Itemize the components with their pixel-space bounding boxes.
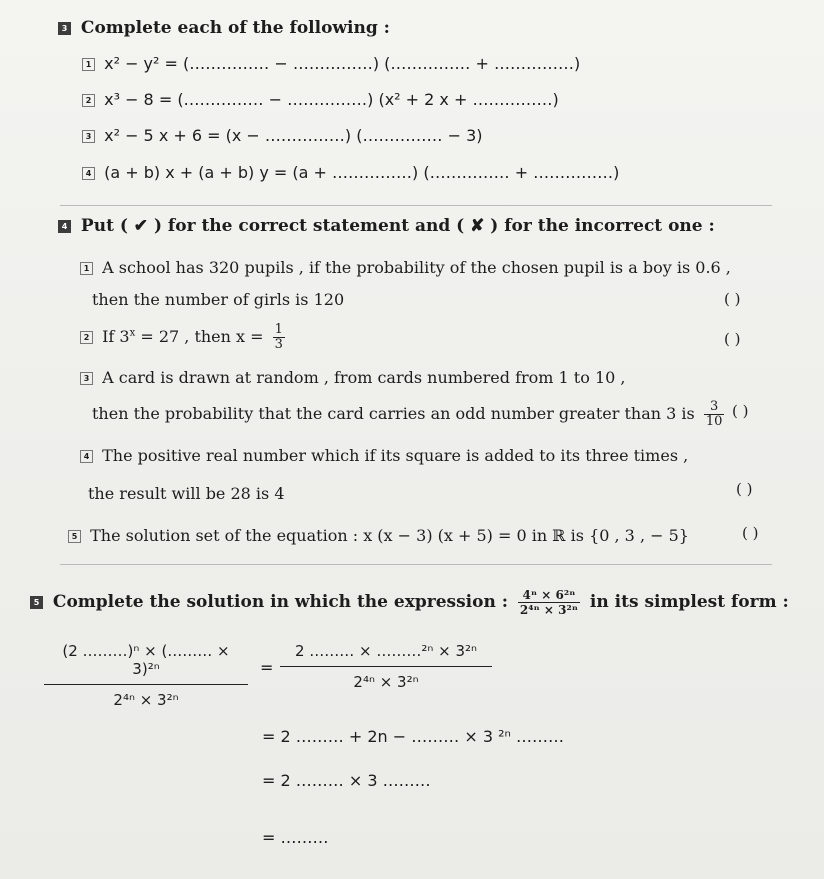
s4-item-2-exponent: x xyxy=(129,327,136,339)
s4-item-2 xyxy=(80,323,289,352)
step1-rhs-fraction xyxy=(280,640,492,691)
s3-item-4-number: 4 xyxy=(82,167,95,180)
section4-title: Put ( ✔ ) for the correct statement and ( ✘ ) for the incorrect one : xyxy=(80,216,715,236)
section5-heading xyxy=(30,588,789,617)
s4-item-3-frac-den: 10 xyxy=(705,414,723,429)
step4: = ……… xyxy=(262,828,329,847)
s4-item-2-pre: If 3 xyxy=(102,327,130,346)
s4-item-2-frac-den: 3 xyxy=(274,337,283,352)
s3-item-2-text: x³ − 8 = (…………… − ……………) (x² + 2 x + ……………) xyxy=(104,90,559,109)
section5-number: 5 xyxy=(30,596,43,609)
s3-item-2 xyxy=(82,90,559,109)
s4-item-4-line2: the result will be 28 is 4 xyxy=(88,484,285,503)
s4-item-5-text: The solution set of the equation : x (x − 3) (x + 5) = 0 in ℝ is {0 , 3 , − 5} xyxy=(90,526,689,545)
s3-item-3-number: 3 xyxy=(82,130,95,143)
s3-item-4 xyxy=(82,163,619,182)
s4-item-4 xyxy=(80,446,688,465)
answer-box-3[interactable]: ( ) xyxy=(732,402,749,420)
s3-item-1-number: 1 xyxy=(82,58,95,71)
s4-item-3-line2: then the probability that the card carries an odd number greater than 3 is xyxy=(92,404,695,423)
s4-item-1 xyxy=(80,258,731,277)
section4-number: 4 xyxy=(58,220,71,233)
step1-rhs-denominator: 2⁴ⁿ × 3²ⁿ xyxy=(353,673,419,691)
s4-item-2-post: = 27 , then x = xyxy=(135,327,264,346)
s4-item-2-frac-num: 1 xyxy=(274,322,283,337)
expression-numerator: 4ⁿ × 6²ⁿ xyxy=(518,588,580,603)
section5-expression xyxy=(518,588,580,617)
s3-item-3 xyxy=(82,126,482,145)
answer-box-5[interactable]: ( ) xyxy=(742,524,759,542)
step3: = 2 ……… × 3 ……… xyxy=(262,771,431,790)
answer-box-4[interactable]: ( ) xyxy=(736,480,753,498)
s3-item-2-number: 2 xyxy=(82,94,95,107)
divider xyxy=(60,564,772,565)
step1-lhs-denominator: 2⁴ⁿ × 3²ⁿ xyxy=(113,691,179,709)
s4-item-5-number: 5 xyxy=(68,530,81,543)
s3-item-4-text: (a + b) x + (a + b) y = (a + ……………) (…………… + ……………) xyxy=(104,163,620,182)
s4-item-5 xyxy=(68,526,689,545)
expression-denominator: 2⁴ⁿ × 3²ⁿ xyxy=(519,603,578,617)
s3-item-1-text: x² − y² = (…………… − ……………) (…………… + ……………) xyxy=(104,54,581,73)
divider xyxy=(60,205,772,206)
section3-number: 3 xyxy=(58,22,71,35)
s4-item-4-line1: The positive real number which if its square is added to its three times , xyxy=(102,446,689,465)
s3-item-1 xyxy=(82,54,580,73)
section5-title: Complete the solution in which the expression : xyxy=(52,592,508,612)
step2: = 2 ……… + 2n − ……… × 3 ²ⁿ ……… xyxy=(262,727,564,746)
equals-sign: = xyxy=(260,658,274,677)
s4-item-4-number: 4 xyxy=(80,450,93,463)
s4-item-1-line1: A school has 320 pupils , if the probability of the chosen pupil is a boy is 0.6 , xyxy=(102,258,731,277)
s4-item-1-line2: then the number of girls is 120 xyxy=(92,290,345,309)
s4-item-2-fraction xyxy=(273,323,285,352)
s4-item-3-second-line xyxy=(92,400,728,429)
s3-item-3-text: x² − 5 x + 6 = (x − ……………) (…………… − 3) xyxy=(104,126,483,145)
section3-title: Complete each of the following : xyxy=(80,18,390,38)
s4-item-3-fraction xyxy=(704,400,725,429)
s4-item-2-number: 2 xyxy=(80,331,93,344)
step1-lhs-fraction xyxy=(44,640,248,709)
step1-lhs-numerator: (2 ………)ⁿ × (……… × 3)²ⁿ xyxy=(44,640,248,685)
s4-item-3 xyxy=(80,368,625,387)
s4-item-3-line1: A card is drawn at random , from cards numbered from 1 to 10 , xyxy=(102,368,626,387)
answer-box-1[interactable]: ( ) xyxy=(724,290,741,308)
step1-rhs-numerator: 2 ……… × ………²ⁿ × 3²ⁿ xyxy=(280,640,492,667)
s4-item-1-number: 1 xyxy=(80,262,93,275)
section4-heading xyxy=(58,216,715,236)
section5-title-end: in its simplest form : xyxy=(589,592,789,612)
section3-heading xyxy=(58,18,390,38)
answer-box-2[interactable]: ( ) xyxy=(724,330,741,348)
s4-item-3-frac-num: 3 xyxy=(704,400,725,415)
s4-item-3-number: 3 xyxy=(80,372,93,385)
